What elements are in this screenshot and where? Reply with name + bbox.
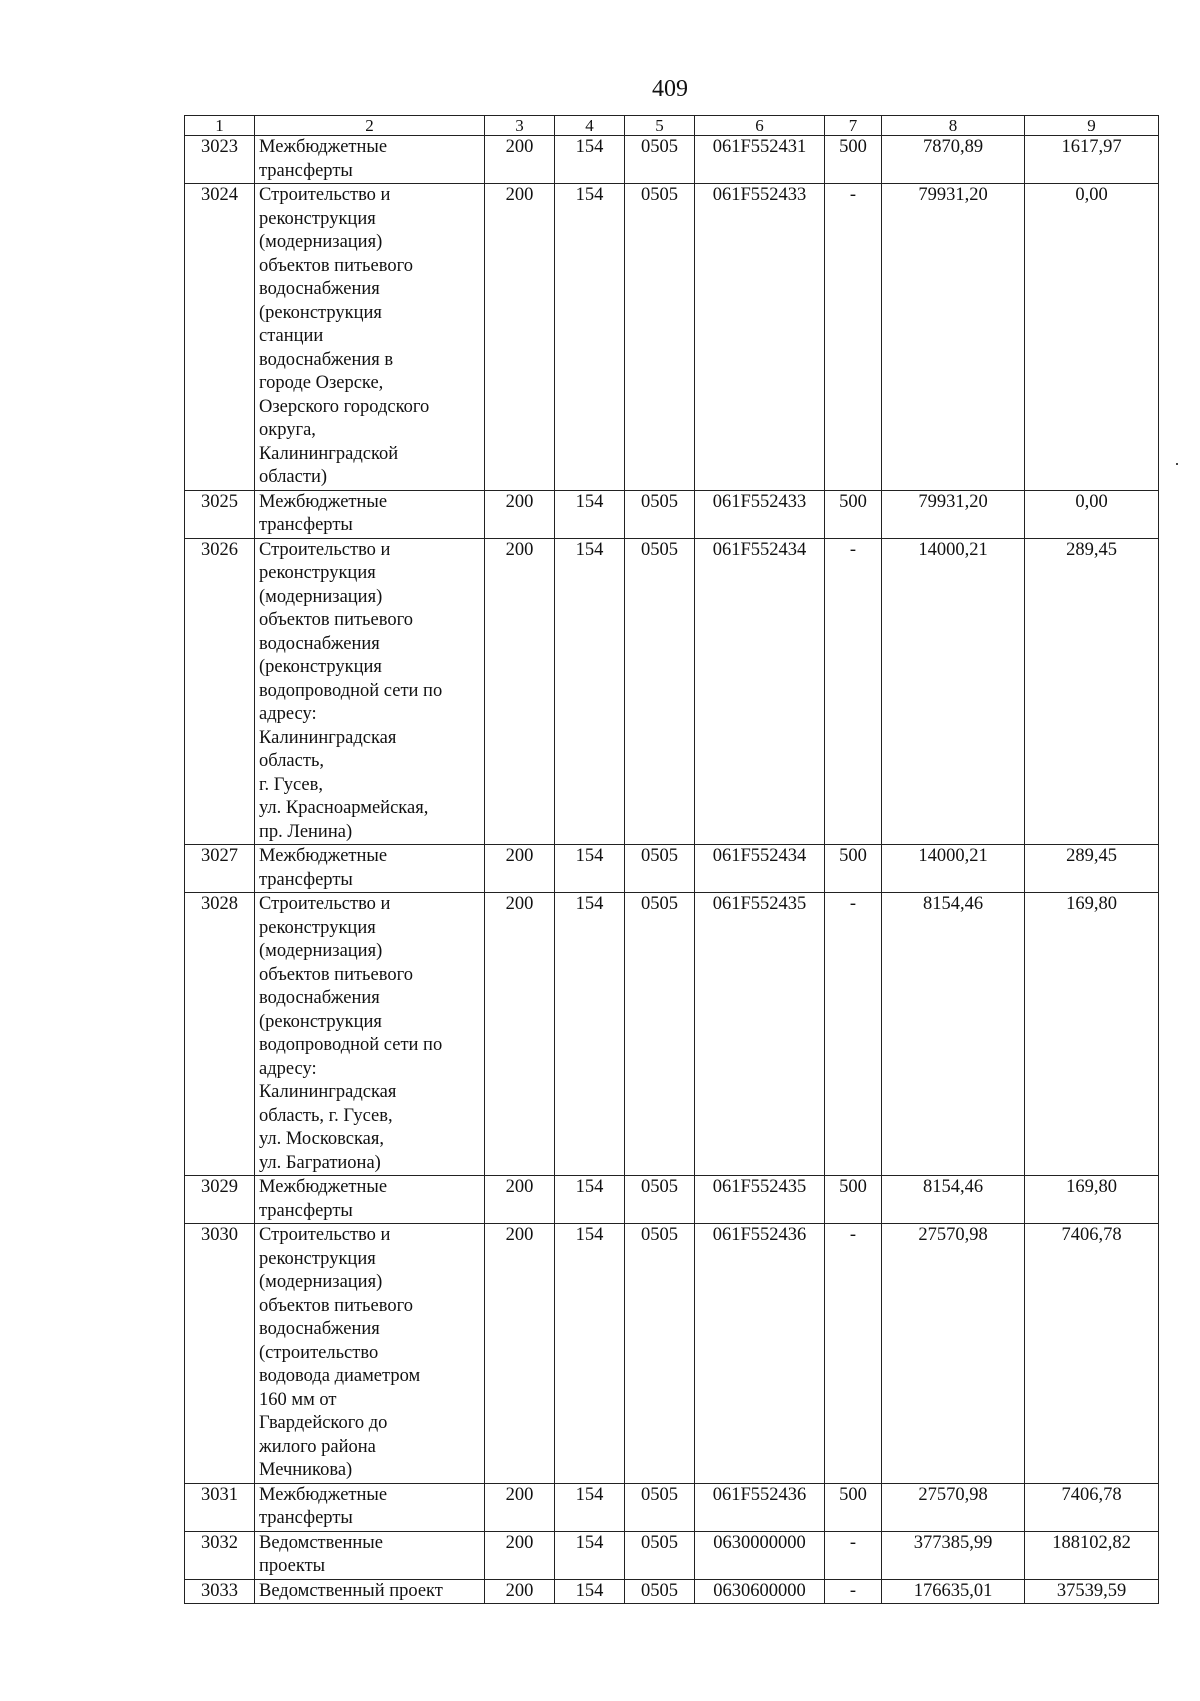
amount-cell: 1617,97	[1025, 136, 1159, 184]
row-number-cell: 3026	[185, 538, 255, 845]
code-cell: 061F552433	[695, 184, 825, 491]
row-number-cell: 3029	[185, 1176, 255, 1224]
scan-speck	[1176, 463, 1178, 465]
amount-cell: 8154,46	[882, 893, 1025, 1176]
code-cell: 154	[555, 893, 625, 1176]
amount-cell: 377385,99	[882, 1531, 1025, 1579]
budget-table	[184, 115, 1159, 1604]
code-cell: 500	[825, 490, 882, 538]
code-cell: 154	[555, 1483, 625, 1531]
code-cell: 061F552435	[695, 1176, 825, 1224]
amount-cell: 79931,20	[882, 184, 1025, 491]
amount-cell: 0,00	[1025, 184, 1159, 491]
row-number-cell: 3033	[185, 1579, 255, 1604]
code-cell: 200	[485, 1579, 555, 1604]
amount-cell: 188102,82	[1025, 1531, 1159, 1579]
code-cell: 154	[555, 538, 625, 845]
table-row	[185, 136, 1159, 184]
amount-cell: 27570,98	[882, 1483, 1025, 1531]
table-row	[185, 490, 1159, 538]
code-cell: 500	[825, 1483, 882, 1531]
column-header: 8	[882, 116, 1025, 136]
item-name-cell: Межбюджетные трансферты	[255, 1483, 485, 1531]
code-cell: -	[825, 1579, 882, 1604]
code-cell: 0505	[625, 136, 695, 184]
amount-cell: 14000,21	[882, 845, 1025, 893]
code-cell: 200	[485, 893, 555, 1176]
code-cell: -	[825, 538, 882, 845]
amount-cell: 289,45	[1025, 845, 1159, 893]
item-name-cell: Межбюджетные трансферты	[255, 845, 485, 893]
item-name-cell: Межбюджетные трансферты	[255, 1176, 485, 1224]
item-name-cell: Ведомственные проекты	[255, 1531, 485, 1579]
code-cell: 061F552433	[695, 490, 825, 538]
code-cell: 200	[485, 1224, 555, 1484]
amount-cell: 37539,59	[1025, 1579, 1159, 1604]
code-cell: 0505	[625, 538, 695, 845]
item-name-cell: Межбюджетные трансферты	[255, 490, 485, 538]
code-cell: 0505	[625, 845, 695, 893]
table-row	[185, 1531, 1159, 1579]
amount-cell: 176635,01	[882, 1579, 1025, 1604]
code-cell: 200	[485, 136, 555, 184]
code-cell: 500	[825, 1176, 882, 1224]
code-cell: -	[825, 1224, 882, 1484]
column-header: 7	[825, 116, 882, 136]
code-cell: 061F552431	[695, 136, 825, 184]
table-row	[185, 893, 1159, 1176]
amount-cell: 7406,78	[1025, 1224, 1159, 1484]
table-row	[185, 845, 1159, 893]
amount-cell: 7406,78	[1025, 1483, 1159, 1531]
code-cell: 154	[555, 1176, 625, 1224]
code-cell: -	[825, 893, 882, 1176]
column-header: 6	[695, 116, 825, 136]
amount-cell: 14000,21	[882, 538, 1025, 845]
code-cell: 0505	[625, 893, 695, 1176]
amount-cell: 27570,98	[882, 1224, 1025, 1484]
amount-cell: 169,80	[1025, 1176, 1159, 1224]
row-number-cell: 3027	[185, 845, 255, 893]
row-number-cell: 3024	[185, 184, 255, 491]
code-cell: 061F552436	[695, 1224, 825, 1484]
code-cell: 0505	[625, 1176, 695, 1224]
code-cell: 200	[485, 1176, 555, 1224]
code-cell: 061F552435	[695, 893, 825, 1176]
code-cell: 154	[555, 490, 625, 538]
item-name-cell: Строительство и реконструкция (модернизация) объектов питьевого водоснабжения (реконструкция водопроводной сети по адресу: Калининградская область, г. Гусев, ул. Московская, ул. Багратиона)	[255, 893, 485, 1176]
column-header: 9	[1025, 116, 1159, 136]
code-cell: 200	[485, 1531, 555, 1579]
item-name-cell: Строительство и реконструкция (модернизация) объектов питьевого водоснабжения (строительство водовода диаметром 160 мм от Гвардейского до жилого района Мечникова)	[255, 1224, 485, 1484]
code-cell: 154	[555, 1224, 625, 1484]
amount-cell: 0,00	[1025, 490, 1159, 538]
code-cell: 0505	[625, 184, 695, 491]
code-cell: 0505	[625, 1579, 695, 1604]
code-cell: 154	[555, 845, 625, 893]
code-cell: 0505	[625, 1224, 695, 1484]
column-header: 3	[485, 116, 555, 136]
amount-cell: 79931,20	[882, 490, 1025, 538]
code-cell: 500	[825, 845, 882, 893]
item-name-cell: Межбюджетные трансферты	[255, 136, 485, 184]
code-cell: 200	[485, 490, 555, 538]
item-name-cell: Строительство и реконструкция (модернизация) объектов питьевого водоснабжения (реконструкция водопроводной сети по адресу: Калининградская область, г. Гусев, ул. Красноармейская, пр. Ленина)	[255, 538, 485, 845]
amount-cell: 169,80	[1025, 893, 1159, 1176]
row-number-cell: 3028	[185, 893, 255, 1176]
table-row	[185, 538, 1159, 845]
amount-cell: 289,45	[1025, 538, 1159, 845]
amount-cell: 8154,46	[882, 1176, 1025, 1224]
code-cell: 154	[555, 1579, 625, 1604]
table-row	[185, 184, 1159, 491]
code-cell: 061F552436	[695, 1483, 825, 1531]
table-header-row	[185, 116, 1159, 136]
column-header: 5	[625, 116, 695, 136]
code-cell: 0630600000	[695, 1579, 825, 1604]
code-cell: 0505	[625, 1531, 695, 1579]
column-header: 4	[555, 116, 625, 136]
item-name-cell: Ведомственный проект	[255, 1579, 485, 1604]
table-row	[185, 1224, 1159, 1484]
code-cell: 200	[485, 845, 555, 893]
code-cell: -	[825, 184, 882, 491]
row-number-cell: 3025	[185, 490, 255, 538]
code-cell: 154	[555, 136, 625, 184]
row-number-cell: 3032	[185, 1531, 255, 1579]
code-cell: 0505	[625, 490, 695, 538]
code-cell: -	[825, 1531, 882, 1579]
row-number-cell: 3031	[185, 1483, 255, 1531]
code-cell: 200	[485, 1483, 555, 1531]
code-cell: 0630000000	[695, 1531, 825, 1579]
item-name-cell: Строительство и реконструкция (модернизация) объектов питьевого водоснабжения (реконструкция станции водоснабжения в городе Озерске, Озерского городского округа, Калининградской области)	[255, 184, 485, 491]
code-cell: 061F552434	[695, 845, 825, 893]
code-cell: 200	[485, 184, 555, 491]
column-header: 1	[185, 116, 255, 136]
code-cell: 154	[555, 184, 625, 491]
code-cell: 200	[485, 538, 555, 845]
amount-cell: 7870,89	[882, 136, 1025, 184]
row-number-cell: 3030	[185, 1224, 255, 1484]
code-cell: 154	[555, 1531, 625, 1579]
code-cell: 061F552434	[695, 538, 825, 845]
table-row	[185, 1579, 1159, 1604]
page-number: 409	[652, 76, 688, 102]
row-number-cell: 3023	[185, 136, 255, 184]
column-header: 2	[255, 116, 485, 136]
table-row	[185, 1176, 1159, 1224]
code-cell: 0505	[625, 1483, 695, 1531]
code-cell: 500	[825, 136, 882, 184]
table-row	[185, 1483, 1159, 1531]
